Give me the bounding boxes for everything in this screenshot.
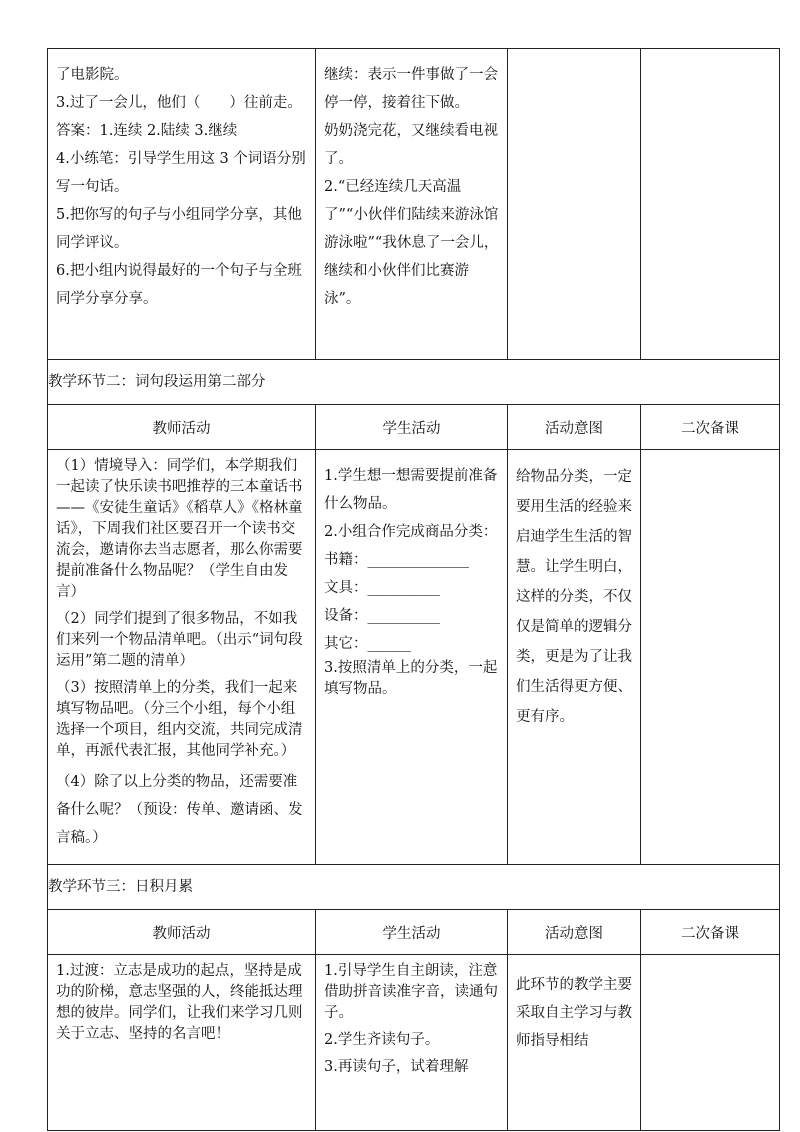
student-line: 设备：__________ (324, 608, 440, 624)
intent-text: 此环节的教学主要采取自主学习与教师指导相结 (516, 977, 632, 1049)
lesson-plan-table (47, 48, 780, 1131)
teacher-paragraph: 1.过渡：立志是成功的起点，坚持是成功的阶梯，意志坚强的人，终能抵达理想的彼岸。同学们，让我们来学习几则关于立志、坚持的名言吧！ (56, 963, 303, 1042)
student-line: 其它：______ (324, 636, 411, 652)
student-line: 奶奶浇完花，又继续看电视了。 (324, 123, 498, 167)
section2-content-row (48, 450, 780, 865)
section2-title: 教学环节二：词句段运用第二部分 (48, 360, 780, 405)
section1-student-cell (316, 49, 508, 360)
header-activity-intent: 活动意图 (508, 910, 641, 955)
section2-teacher-cell (48, 450, 316, 865)
teacher-paragraph: （4）除了以上分类的物品，还需要准备什么呢？（预设：传单、邀请函、发言稿。） (56, 774, 303, 846)
teacher-line: 了电影院。 (56, 67, 129, 83)
teacher-line: 5.把你写的句子与小组同学分享，其他同学评议。 (56, 207, 302, 251)
student-line: 2.学生齐读句子。 (324, 1032, 440, 1048)
section3-student-cell (316, 955, 508, 1131)
header-teacher-activity: 教师活动 (48, 405, 316, 450)
header-teacher-activity: 教师活动 (48, 910, 316, 955)
student-line: 1.引导学生自主朗读，注意借助拼音读准字音，读通句子。 (324, 963, 498, 1021)
section2-prep-cell (641, 450, 780, 865)
student-line: 2.“已经连续几天高温了”“小伙伴们陆续来游泳馆游泳啦”“我休息了一会儿，继续和小伙伴们比赛游泳”。 (324, 179, 499, 307)
header-second-prep: 二次备课 (641, 405, 780, 450)
section1-prep-cell (641, 49, 780, 360)
teacher-line: 6.把小组内说得最好的一个句子与全班同学分享分享。 (56, 263, 302, 307)
section2-intent-cell (508, 450, 641, 865)
student-line: 3.按照清单上的分类，一起填写物品。 (324, 660, 498, 697)
section3-intent-cell (508, 955, 641, 1131)
teacher-paragraph: （3）按照清单上的分类，我们一起来填写物品吧。（分三个小组，每个小组选择一个项目，组内交流，共同完成清单，再派代表汇报，其他同学补充。） (56, 680, 303, 759)
student-line: 1.学生想一想需要提前准备什么物品。 (324, 468, 498, 512)
teacher-paragraph: （2）同学们提到了很多物品，不如我们来列一个物品清单吧。（出示“词句段运用”第二题的清单） (56, 611, 303, 669)
section3-prep-cell (641, 955, 780, 1131)
section2-header-row (48, 405, 780, 450)
header-student-activity: 学生活动 (316, 405, 508, 450)
header-student-activity: 学生活动 (316, 910, 508, 955)
section1-teacher-cell (48, 49, 316, 360)
section1-intent-cell (508, 49, 641, 360)
header-activity-intent: 活动意图 (508, 405, 641, 450)
teacher-paragraph: （1）情境导入：同学们，本学期我们一起读了快乐读书吧推荐的三本童话书——《安徒生童话》《稻草人》《格林童话》，下周我们社区要召开一个读书交流会，邀请你去当志愿者，那么你需要提前准备什么物品呢？（学生自由发言） (56, 458, 303, 600)
section3-content-row (48, 955, 780, 1131)
section3-title-row (48, 865, 780, 910)
section2-student-cell (316, 450, 508, 865)
student-line: 3.再读句子，试着理解 (324, 1059, 469, 1075)
section1-content-row (48, 49, 780, 360)
intent-text: 给物品分类，一定要用生活的经验来启迪学生生活的智慧。让学生明白，这样的分类，不仅仅是简单的逻辑分类，更是为了让我们生活得更方便、更有序。 (516, 469, 632, 725)
header-second-prep: 二次备课 (641, 910, 780, 955)
section3-teacher-cell (48, 955, 316, 1131)
teacher-line: 3.过了一会儿，他们（ ）往前走。 (56, 95, 302, 111)
student-line: 继续：表示一件事做了一会停一停，接着往下做。 (324, 67, 498, 111)
section2-title-row (48, 360, 780, 405)
teacher-line: 4.小练笔：引导学生用这 3 个词语分别写一句话。 (56, 151, 306, 195)
teacher-line: 答案：1.连续 2.陆续 3.继续 (56, 123, 238, 139)
section3-header-row (48, 910, 780, 955)
section3-title: 教学环节三：日积月累 (48, 865, 780, 910)
student-line: 书籍：______________ (324, 552, 469, 568)
student-line: 2.小组合作完成商品分类： (324, 524, 498, 540)
student-line: 文具：__________ (324, 580, 440, 596)
